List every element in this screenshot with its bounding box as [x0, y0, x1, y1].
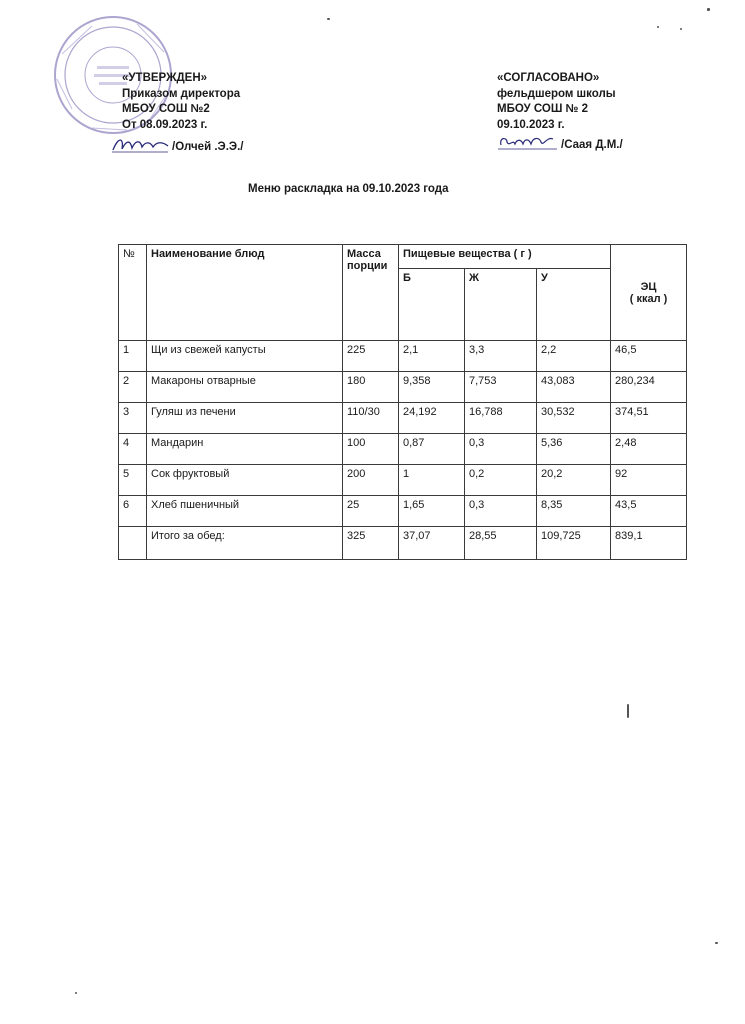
row-mass: 200: [343, 465, 399, 496]
scan-speck: [75, 992, 77, 994]
row-num: 4: [119, 434, 147, 465]
scan-speck: [715, 942, 718, 944]
row-name: Макароны отварные: [147, 372, 343, 403]
row-zh: 3,3: [465, 341, 537, 372]
row-u: 20,2: [537, 465, 611, 496]
agreed-signature-row: [497, 133, 623, 153]
row-b: 2,1: [399, 341, 465, 372]
row-u: 5,36: [537, 434, 611, 465]
row-zh: 0,3: [465, 434, 537, 465]
scan-speck: [707, 8, 710, 11]
approved-block: [122, 71, 244, 155]
table-row: [119, 465, 687, 496]
header-u: У: [537, 269, 611, 341]
approved-line-1: Приказом директора: [122, 87, 241, 100]
row-mass: 180: [343, 372, 399, 403]
row-b: 9,358: [399, 372, 465, 403]
row-num: 3: [119, 403, 147, 434]
row-b: 1: [399, 465, 465, 496]
row-zh: 16,788: [465, 403, 537, 434]
row-u: 2,2: [537, 341, 611, 372]
table-header-row: [119, 245, 687, 269]
row-energy: 92: [611, 465, 687, 496]
row-zh: 7,753: [465, 372, 537, 403]
row-b: 0,87: [399, 434, 465, 465]
header-zh: Ж: [465, 269, 537, 341]
header-nutrients: Пищевые вещества ( г ): [399, 245, 611, 269]
header-energy: [611, 245, 687, 341]
scan-speck: [327, 18, 330, 20]
row-mass: 110/30: [343, 403, 399, 434]
row-u: 30,532: [537, 403, 611, 434]
row-num: 1: [119, 341, 147, 372]
row-name: Щи из свежей капусты: [147, 341, 343, 372]
header-energy-line2: ( ккал ): [629, 292, 668, 305]
row-u: 8,35: [537, 496, 611, 527]
total-label: Итого за обед:: [147, 527, 343, 560]
total-energy: 839,1: [611, 527, 687, 560]
row-mass: 25: [343, 496, 399, 527]
total-b: 37,07: [399, 527, 465, 560]
agreed-block: [497, 71, 623, 153]
row-energy: 43,5: [611, 496, 687, 527]
approved-line-3: От 08.09.2023 г.: [122, 118, 208, 131]
table-total-row: [119, 527, 687, 560]
row-num: 5: [119, 465, 147, 496]
row-name: Гуляш из печени: [147, 403, 343, 434]
table-row: [119, 341, 687, 372]
row-zh: 0,2: [465, 465, 537, 496]
agreed-heading: «СОГЛАСОВАНО»: [497, 72, 600, 84]
menu-table: [118, 244, 687, 560]
row-energy: 280,234: [611, 372, 687, 403]
header-num: №: [119, 245, 147, 341]
row-energy: 2,48: [611, 434, 687, 465]
total-zh: 28,55: [465, 527, 537, 560]
total-u: 109,725: [537, 527, 611, 560]
agreed-line-3: 09.10.2023 г.: [497, 118, 565, 131]
approved-signature-name: /Олчей .Э.Э./: [172, 140, 244, 153]
header-name: Наименование блюд: [147, 245, 343, 341]
table-row: [119, 403, 687, 434]
director-signature: [110, 133, 170, 155]
medic-signature: [497, 133, 559, 153]
agreed-line-2: МБОУ СОШ № 2: [497, 103, 588, 115]
header-energy-line1: ЭЦ: [640, 280, 657, 293]
row-u: 43,083: [537, 372, 611, 403]
row-zh: 0,3: [465, 496, 537, 527]
table-row: [119, 496, 687, 527]
row-b: 24,192: [399, 403, 465, 434]
row-name: Сок фруктовый: [147, 465, 343, 496]
row-name: Мандарин: [147, 434, 343, 465]
row-num: 6: [119, 496, 147, 527]
table-row: [119, 372, 687, 403]
agreed-signature-name: /Саая Д.М./: [561, 138, 623, 151]
scan-speck: [627, 704, 629, 718]
header-mass: Масса порции: [343, 245, 399, 341]
total-num: [119, 527, 147, 560]
approved-signature-row: [122, 133, 244, 155]
row-b: 1,65: [399, 496, 465, 527]
row-mass: 100: [343, 434, 399, 465]
row-energy: 374,51: [611, 403, 687, 434]
row-name: Хлеб пшеничный: [147, 496, 343, 527]
approved-heading: «УТВЕРЖДЕН»: [122, 72, 208, 84]
table-row: [119, 434, 687, 465]
approved-line-2: МБОУ СОШ №2: [122, 103, 210, 115]
row-num: 2: [119, 372, 147, 403]
scan-speck: [657, 26, 659, 28]
agreed-line-1: фельдшером школы: [497, 87, 616, 100]
row-energy: 46,5: [611, 341, 687, 372]
row-mass: 225: [343, 341, 399, 372]
total-mass: 325: [343, 527, 399, 560]
page-title: Меню раскладка на 09.10.2023 года: [248, 183, 449, 195]
scan-speck: [680, 28, 682, 30]
header-b: Б: [399, 269, 465, 341]
